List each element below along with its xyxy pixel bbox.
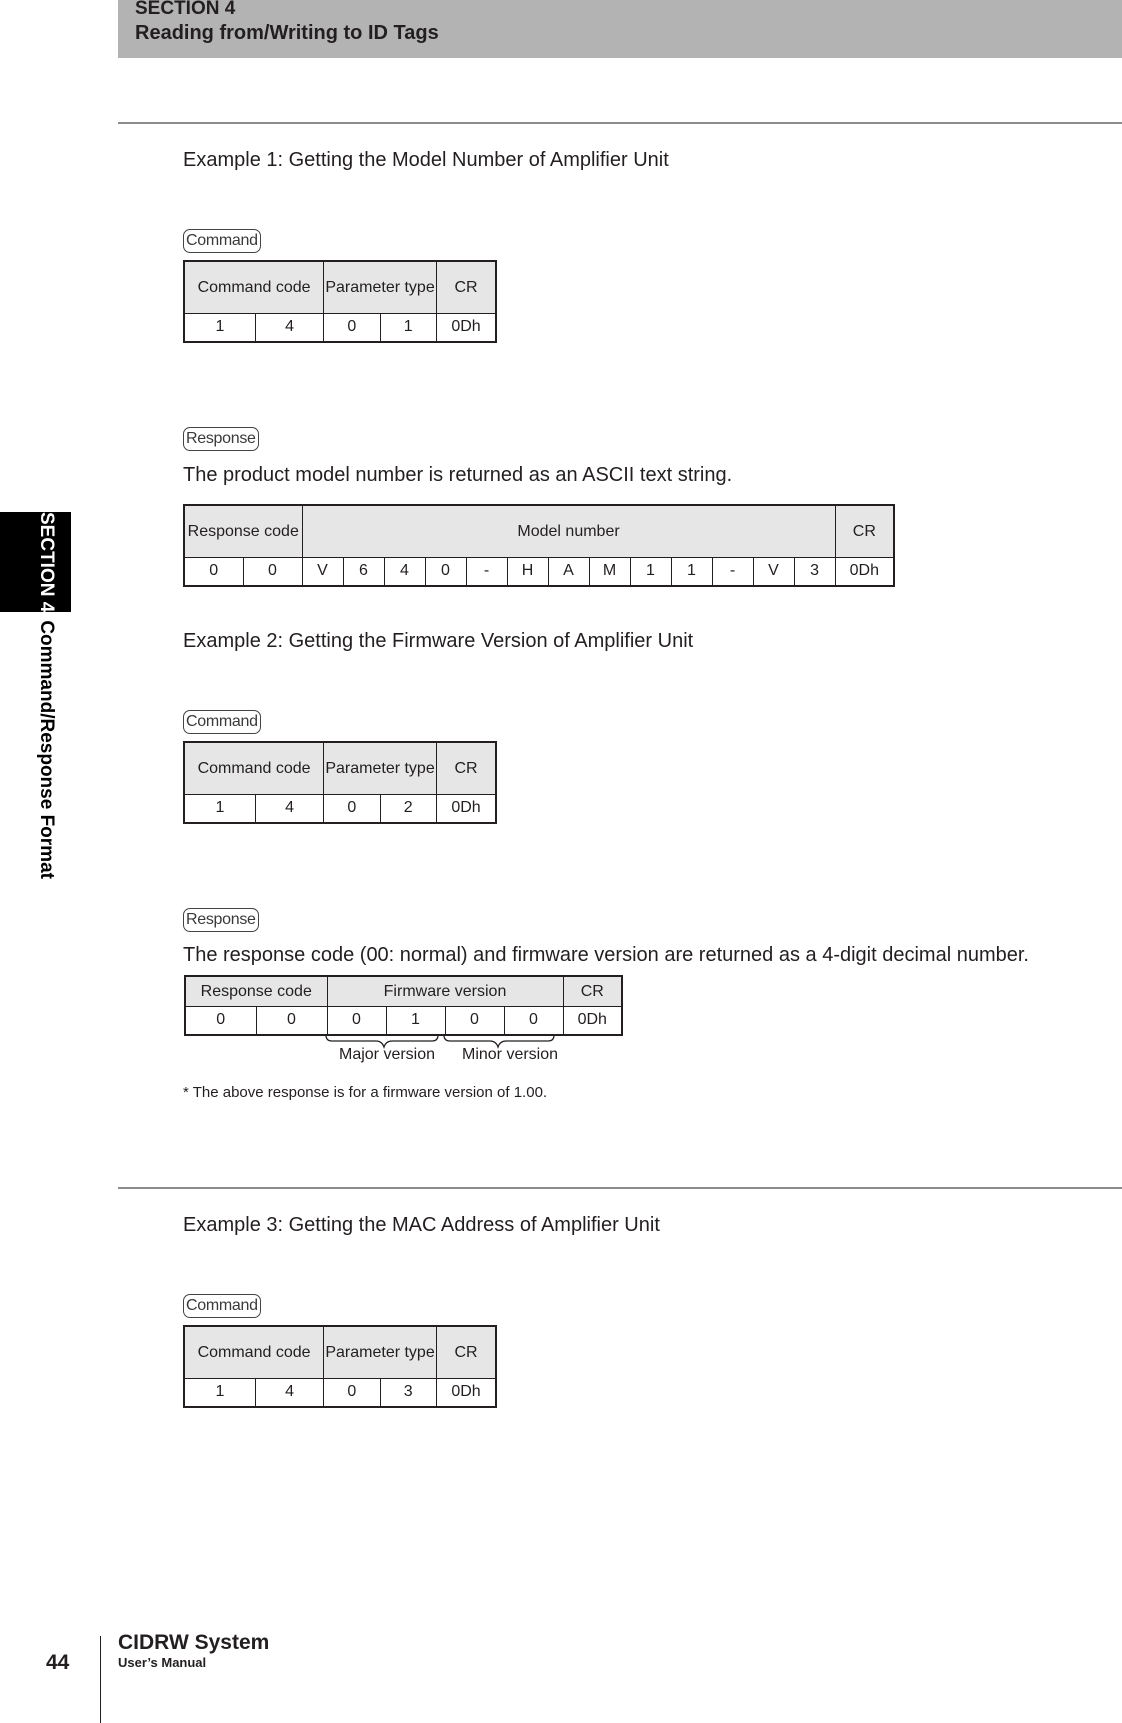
command-tag: Command bbox=[183, 229, 261, 253]
major-version-label: Major version bbox=[339, 1046, 436, 1063]
page-number: 44 bbox=[46, 1651, 70, 1674]
example2-response-text: The response code (00: normal) and firmware version are returned as a 4-digit decimal number. bbox=[183, 944, 1029, 966]
value-cell: H bbox=[507, 557, 548, 586]
value-cell: A bbox=[548, 557, 589, 586]
section-number: SECTION 4 bbox=[135, 0, 236, 19]
value-cell: 3 bbox=[794, 557, 835, 586]
response-tag: Response bbox=[183, 427, 259, 451]
value-cell: 0Dh bbox=[563, 1006, 622, 1035]
command-tag: Command bbox=[183, 1294, 261, 1318]
value-cell: 4 bbox=[384, 557, 425, 586]
value-cell: 1 bbox=[184, 1378, 256, 1407]
value-cell: 4 bbox=[256, 313, 324, 342]
value-cell: 4 bbox=[256, 1378, 324, 1407]
section-header bbox=[118, 0, 1122, 58]
header-cell: CR bbox=[437, 261, 497, 313]
value-cell: 0 bbox=[504, 1006, 563, 1035]
value-cell: 0Dh bbox=[835, 557, 894, 586]
example1-response-table bbox=[183, 504, 895, 587]
footer-manual: User’s Manual bbox=[118, 1655, 207, 1670]
example1-heading: Example 1: Getting the Model Number of Amplifier Unit bbox=[183, 149, 669, 171]
divider bbox=[118, 122, 1122, 124]
value-cell: V bbox=[302, 557, 343, 586]
value-cell: - bbox=[712, 557, 753, 586]
value-cell: 0Dh bbox=[437, 1378, 497, 1407]
firmware-note: * The above response is for a firmware version of 1.00. bbox=[183, 1084, 548, 1101]
value-cell: 1 bbox=[630, 557, 671, 586]
value-cell: - bbox=[466, 557, 507, 586]
example2-command-table bbox=[183, 741, 497, 824]
value-cell: 0 bbox=[184, 557, 243, 586]
value-cell: 0 bbox=[185, 1006, 256, 1035]
footer-divider bbox=[100, 1636, 101, 1723]
example3-heading: Example 3: Getting the MAC Address of Amplifier Unit bbox=[183, 1214, 660, 1236]
side-tab-section: SECTION 4 bbox=[36, 512, 57, 613]
value-cell: 0 bbox=[256, 1006, 327, 1035]
header-cell: Response code bbox=[185, 976, 327, 1006]
value-cell: 1 bbox=[386, 1006, 445, 1035]
header-cell: Command code bbox=[184, 1326, 324, 1378]
section-title: Reading from/Writing to ID Tags bbox=[135, 22, 439, 44]
header-cell: Model number bbox=[302, 505, 835, 557]
value-cell: 0 bbox=[324, 1378, 380, 1407]
header-cell: Command code bbox=[184, 261, 324, 313]
divider bbox=[118, 1187, 1122, 1189]
header-cell: CR bbox=[563, 976, 622, 1006]
example2-response-table bbox=[184, 975, 623, 1036]
response-tag: Response bbox=[183, 908, 259, 932]
minor-version-label: Minor version bbox=[462, 1046, 559, 1063]
header-cell: CR bbox=[437, 742, 497, 794]
value-cell: 1 bbox=[184, 313, 256, 342]
example1-response-text: The product model number is returned as an ASCII text string. bbox=[183, 464, 733, 486]
value-cell: 0 bbox=[324, 794, 380, 823]
header-cell: Parameter type bbox=[324, 1326, 437, 1378]
value-cell: 4 bbox=[256, 794, 324, 823]
value-cell: V bbox=[753, 557, 794, 586]
header-cell: CR bbox=[437, 1326, 497, 1378]
example1-command-table bbox=[183, 260, 497, 343]
footer-system: CIDRW System bbox=[118, 1631, 270, 1654]
header-cell: Parameter type bbox=[324, 742, 437, 794]
value-cell: 1 bbox=[184, 794, 256, 823]
value-cell: 2 bbox=[380, 794, 436, 823]
header-cell: Firmware version bbox=[327, 976, 563, 1006]
value-cell: 0 bbox=[425, 557, 466, 586]
header-cell: Response code bbox=[184, 505, 302, 557]
value-cell: 0Dh bbox=[437, 794, 497, 823]
value-cell: 3 bbox=[380, 1378, 436, 1407]
value-cell: M bbox=[589, 557, 630, 586]
example3-command-table bbox=[183, 1325, 497, 1408]
side-tab-text bbox=[31, 512, 61, 912]
header-cell: Parameter type bbox=[324, 261, 437, 313]
value-cell: 1 bbox=[671, 557, 712, 586]
value-cell: 0 bbox=[445, 1006, 504, 1035]
example2-heading: Example 2: Getting the Firmware Version of Amplifier Unit bbox=[183, 630, 694, 652]
command-tag: Command bbox=[183, 710, 261, 734]
header-cell: Command code bbox=[184, 742, 324, 794]
side-tab-title: Command/Response Format bbox=[36, 620, 57, 879]
value-cell: 0Dh bbox=[437, 313, 497, 342]
value-cell: 0 bbox=[243, 557, 302, 586]
value-cell: 0 bbox=[327, 1006, 386, 1035]
value-cell: 6 bbox=[343, 557, 384, 586]
value-cell: 0 bbox=[324, 313, 380, 342]
header-cell: CR bbox=[835, 505, 894, 557]
value-cell: 1 bbox=[380, 313, 436, 342]
